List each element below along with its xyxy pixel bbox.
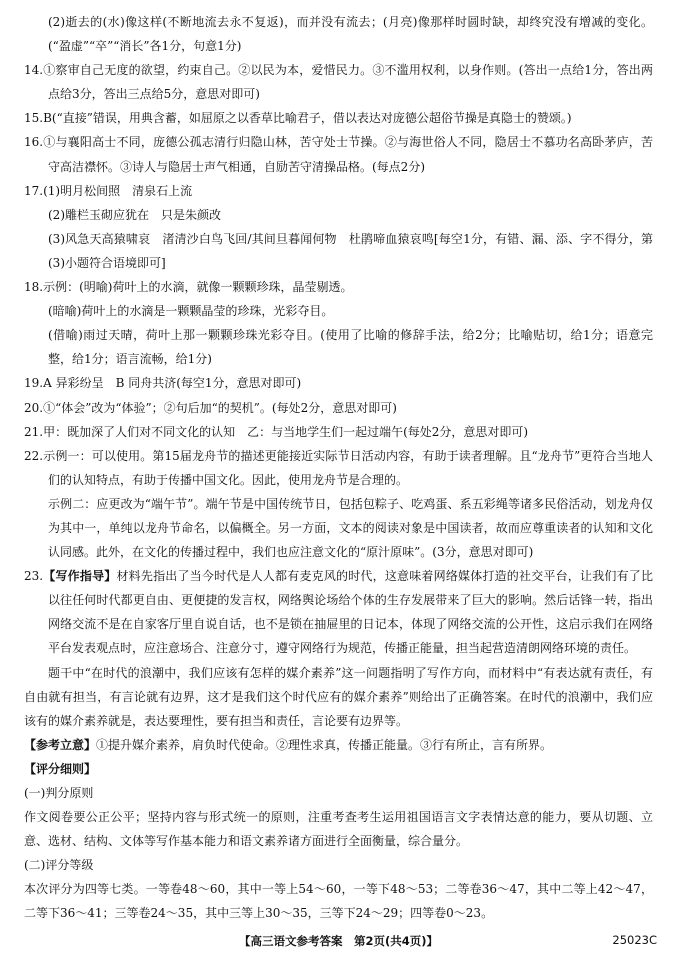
answer-17-3: (3)风急天高猿啸哀 渚清沙白鸟飞回/其间旦暮闻何物 杜鹃啼血猿哀鸣[每空1分，有错、漏、添、字不得分，第(3)小题符合语境即可] bbox=[48, 231, 653, 270]
answer-17-1: 17.(1)明月松间照 清泉石上流 bbox=[24, 183, 193, 198]
page-footer bbox=[0, 933, 677, 951]
answer-16: 16.①与襄阳高士不同，庞德公孤志清行归隐山林，苦守处士节操。②与海世俗人不同，隐居士不慕功名高卧茅庐，苦守高洁襟怀。③诗人与隐居士声气相通，自励苦守清操品格。(每点2分) bbox=[24, 135, 653, 174]
footer-code: 25023C bbox=[612, 933, 657, 947]
answer-22-2: 示例二：应更改为“端午节”。端午节是中国传统节日，包括包粽子、吃鸡蛋、系五彩绳等诸多民俗活动，划龙舟仅为其中一，单纯以龙舟节命名，以偏概全。另一方面，文本的阅读对象是中国读者，故而应尊重读者的认知和文化认同感。此外，在文化的传播过程中，我们也应注意文化的“原汁原味”。(3分，意思对即可) bbox=[48, 496, 653, 560]
rules-principle-head: (一)判分原则 bbox=[24, 786, 94, 800]
answer-21: 21.甲：既加深了人们对不同文化的认知 乙：与当地学生们一起过端午(每处2分，意思对即可) bbox=[24, 424, 529, 439]
answer-22-1: 22.示例一：可以使用。第15届龙舟节的描述更能接近实际节日活动内容，有助于读者理解。且“龙舟节”更符合当地人们的认知特点，有助于传播中国文化。因此，使用龙舟节是合理的。 bbox=[24, 448, 653, 487]
answer-18-3: (借喻)雨过天晴，荷叶上那一颗颗珍珠光彩夺目。(使用了比喻的修辞手法，给2分；比喻贴切，给1分；语意完整，给1分；语言流畅，给1分) bbox=[48, 328, 653, 367]
rules-grade-text: 本次评分为四等七类。一等卷48～60，其中一等上54～60，一等下48～53；二等卷36～47，其中二等上42～47，二等下36～41；三等卷24～35，其中三等上30～35，三等下24～29；四等卷0～23。 bbox=[24, 882, 653, 921]
answer-20: 20.①“体会”改为“体验”；②句后加“的契机”。(每处2分，意思对即可) bbox=[24, 400, 397, 415]
answer-23-guide: 23.【写作指导】材料先指出了当今时代是人人都有麦克风的时代，这意味着网络媒体打造的社交平台，让我们有了比以往任何时代都更自由、更便捷的发言权，网络舆论场给个体的生存发展带来了巨大的影响。然后话锋一转，指出网络交流不是在自家客厅里自说自话，也不是锁在抽屉里的日记本，体现了网络交流的公开性，这启示我们在网络平台发表观点时，应注意场合、注意分寸，遵守网络行为规范，传播正能量，担当起营造清朗网络环境的责任。 bbox=[24, 569, 653, 656]
reference-idea-tag: 【参考立意】 bbox=[24, 737, 97, 752]
writing-guide-text: 材料先指出了当今时代是人人都有麦克风的时代，这意味着网络媒体打造的社交平台，让我们有了比以往任何时代都更自由、更便捷的发言权，网络舆论场给个体的生存发展带来了巨大的影响。然后话锋一转，指出网络交流不是在自家客厅里自说自话，也不是锁在抽屉里的日记本，体现了网络交流的公开性，这启示我们在网络平台发表观点时，应注意场合、注意分寸，遵守网络行为规范，传播正能量，担当起营造清朗网络环境的责任。 bbox=[48, 569, 653, 656]
answer-18-2: (暗喻)荷叶上的水滴是一颗颗晶莹的珍珠，光彩夺目。 bbox=[48, 304, 334, 319]
answer-23-reference bbox=[24, 733, 653, 757]
scoring-rules-tag: 【评分细则】 bbox=[24, 761, 97, 776]
writing-guide-tag: 【写作指导】 bbox=[43, 569, 117, 584]
answer-23-analysis: 题干中“在时代的浪潮中，我们应该有怎样的媒介素养”这一问题指明了写作方向，而材料中“有表达就有责任，有自由就有担当，有言论就有边界，这才是我们这个时代应有的媒介素养”则给出了正确答案。在时代的浪潮中，我们应该有的媒介素养就是，表达要理性，要有担当和责任，言论要有边界等。 bbox=[24, 665, 653, 728]
footer-page-label: 【高三语文参考答案 第2页(共4页)】 bbox=[238, 934, 438, 948]
answer-13-2: (2)逝去的(水)像这样(不断地流去永不复返)，而并没有流去；(月亮)像那样时圆时缺，却终究没有增减的变化。(“盈虚”“卒”“消长”各1分，句意1分) bbox=[48, 15, 653, 54]
answer-14: 14.①察审自己无度的欲望，约束自己。②以民为本，爱惜民力。③不滥用权利，以身作则。(答出一点给1分，答出两点给3分，答出三点给5分，意思对即可) bbox=[24, 63, 653, 102]
rules-grade-head: (二)评分等级 bbox=[24, 858, 94, 873]
rules-principle-text: 作文阅卷要公正公平；坚持内容与形式统一的原则，注重考查考生运用祖国语言文字表情达意的能力，要从切题、立意、选材、结构、文体等写作基本能力和语文素养诸方面进行全面衡量，综合量分。 bbox=[24, 810, 653, 849]
answer-17-2: (2)雕栏玉砌应犹在 只是朱颜改 bbox=[48, 207, 221, 222]
reference-idea-text: ①提升媒介素养，肩负时代使命。②理性求真，传播正能量。③行有所止，言有所界。 bbox=[96, 737, 553, 752]
answer-19: 19.A 异彩纷呈 B 同舟共济(每空1分，意思对即可) bbox=[24, 376, 302, 391]
answer-18-1: 18.示例：(明喻)荷叶上的水滴，就像一颗颗珍珠，晶莹剔透。 bbox=[24, 280, 353, 295]
answer-15: 15.B(“直接”错误，用典含蓄，如屈原之以香草比喻君子，借以表达对庞德公超俗节操是真隐士的赞颂。) bbox=[24, 111, 572, 126]
